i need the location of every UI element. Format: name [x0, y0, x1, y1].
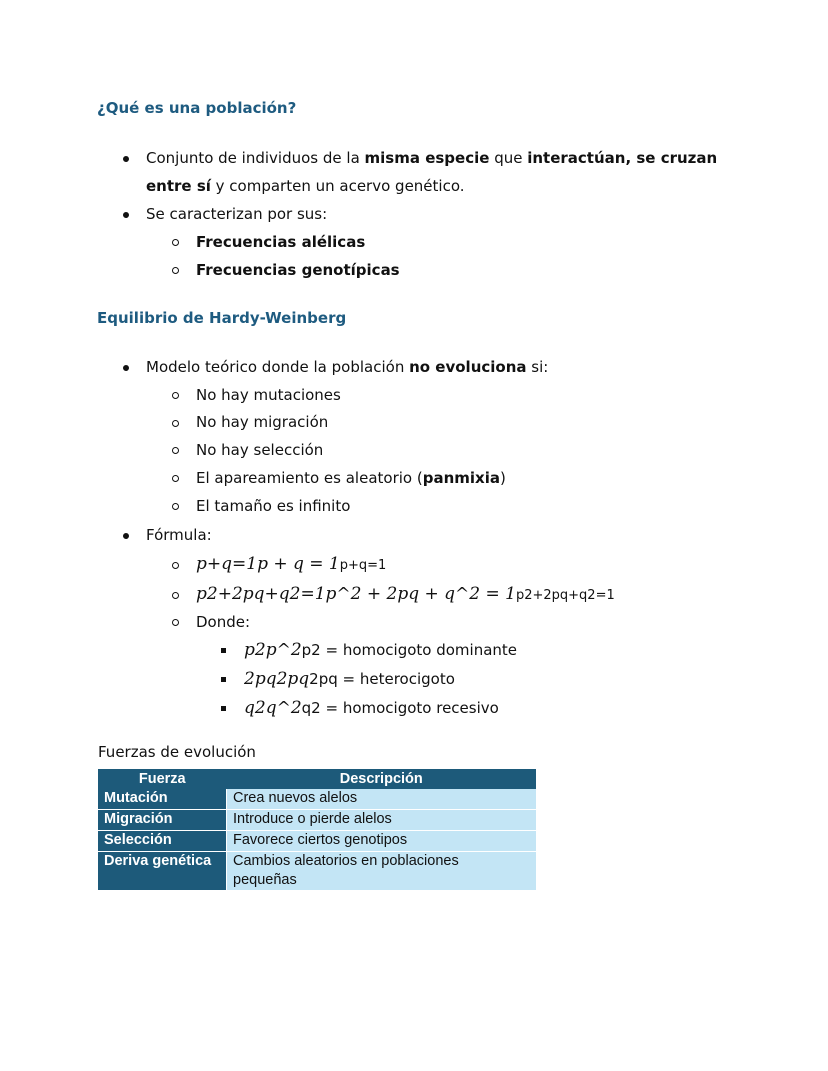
description-cell: Favorece ciertos genotipos	[227, 831, 537, 852]
model-text: Modelo teórico donde la población no evoluciona si:	[146, 358, 549, 376]
force-cell: Deriva genética	[98, 852, 227, 891]
force-cell: Migración	[98, 810, 227, 831]
force-cell: Selección	[98, 831, 227, 852]
table-header-row	[98, 769, 536, 789]
table-row	[98, 831, 536, 852]
characterized-text: Se caracterizan por sus:	[146, 205, 328, 223]
term-item: 2pq2pq2pq = heterocigoto	[244, 669, 455, 689]
allele-frequencies: Frecuencias alélicas	[196, 233, 366, 251]
term-item: p2p^2p2 = homocigoto dominante	[244, 640, 518, 660]
heading-hardy-weinberg: Equilibrio de Hardy-Weinberg	[97, 309, 347, 327]
table-row	[98, 789, 536, 810]
condition-item: El tamaño es infinito	[196, 497, 351, 515]
bullet-icon	[123, 533, 129, 539]
header-fuerza: Fuerza	[98, 769, 227, 789]
bullet-icon	[123, 156, 129, 162]
circle-bullet-icon	[172, 619, 179, 626]
bullet-icon	[123, 365, 129, 371]
bullet-icon	[123, 212, 129, 218]
circle-bullet-icon	[172, 475, 179, 482]
genotype-frequencies: Frecuencias genotípicas	[196, 261, 400, 279]
condition-item: El apareamiento es aleatorio (panmixia)	[196, 469, 506, 487]
square-bullet-icon	[221, 706, 226, 711]
table-row	[98, 810, 536, 831]
circle-bullet-icon	[172, 239, 179, 246]
formula-label: Fórmula:	[146, 526, 212, 544]
circle-bullet-icon	[172, 392, 179, 399]
circle-bullet-icon	[172, 420, 179, 427]
circle-bullet-icon	[172, 267, 179, 274]
description-cell: Introduce o pierde alelos	[227, 810, 537, 831]
heading-population: ¿Qué es una población?	[97, 99, 297, 117]
condition-item: No hay mutaciones	[196, 386, 341, 404]
forces-table	[98, 769, 536, 891]
circle-bullet-icon	[172, 447, 179, 454]
circle-bullet-icon	[172, 592, 179, 599]
population-definition: Conjunto de individuos de la misma especie que interactúan, se cruzan	[146, 149, 718, 167]
condition-item: No hay migración	[196, 413, 329, 431]
term-item: q2q^2q2 = homocigoto recesivo	[244, 698, 499, 718]
square-bullet-icon	[221, 677, 226, 682]
circle-bullet-icon	[172, 503, 179, 510]
description-cell: Cambios aleatorios en poblaciones pequeñas	[227, 852, 537, 891]
description-cell: Crea nuevos alelos	[227, 789, 537, 810]
formula-1: p+q=1p + q = 1p+q=1	[196, 554, 387, 574]
table-row	[98, 852, 536, 891]
condition-item: No hay selección	[196, 441, 324, 459]
formula-2: p2+2pq+q2=1p^2 + 2pq + q^2 = 1p2+2pq+q2=1	[196, 584, 615, 604]
square-bullet-icon	[221, 648, 226, 653]
circle-bullet-icon	[172, 562, 179, 569]
population-definition-cont: entre sí y comparten un acervo genético.	[146, 177, 465, 195]
donde-label: Donde:	[196, 613, 251, 631]
force-cell: Mutación	[98, 789, 227, 810]
header-descripcion: Descripción	[227, 769, 537, 789]
forces-title: Fuerzas de evolución	[98, 743, 256, 761]
